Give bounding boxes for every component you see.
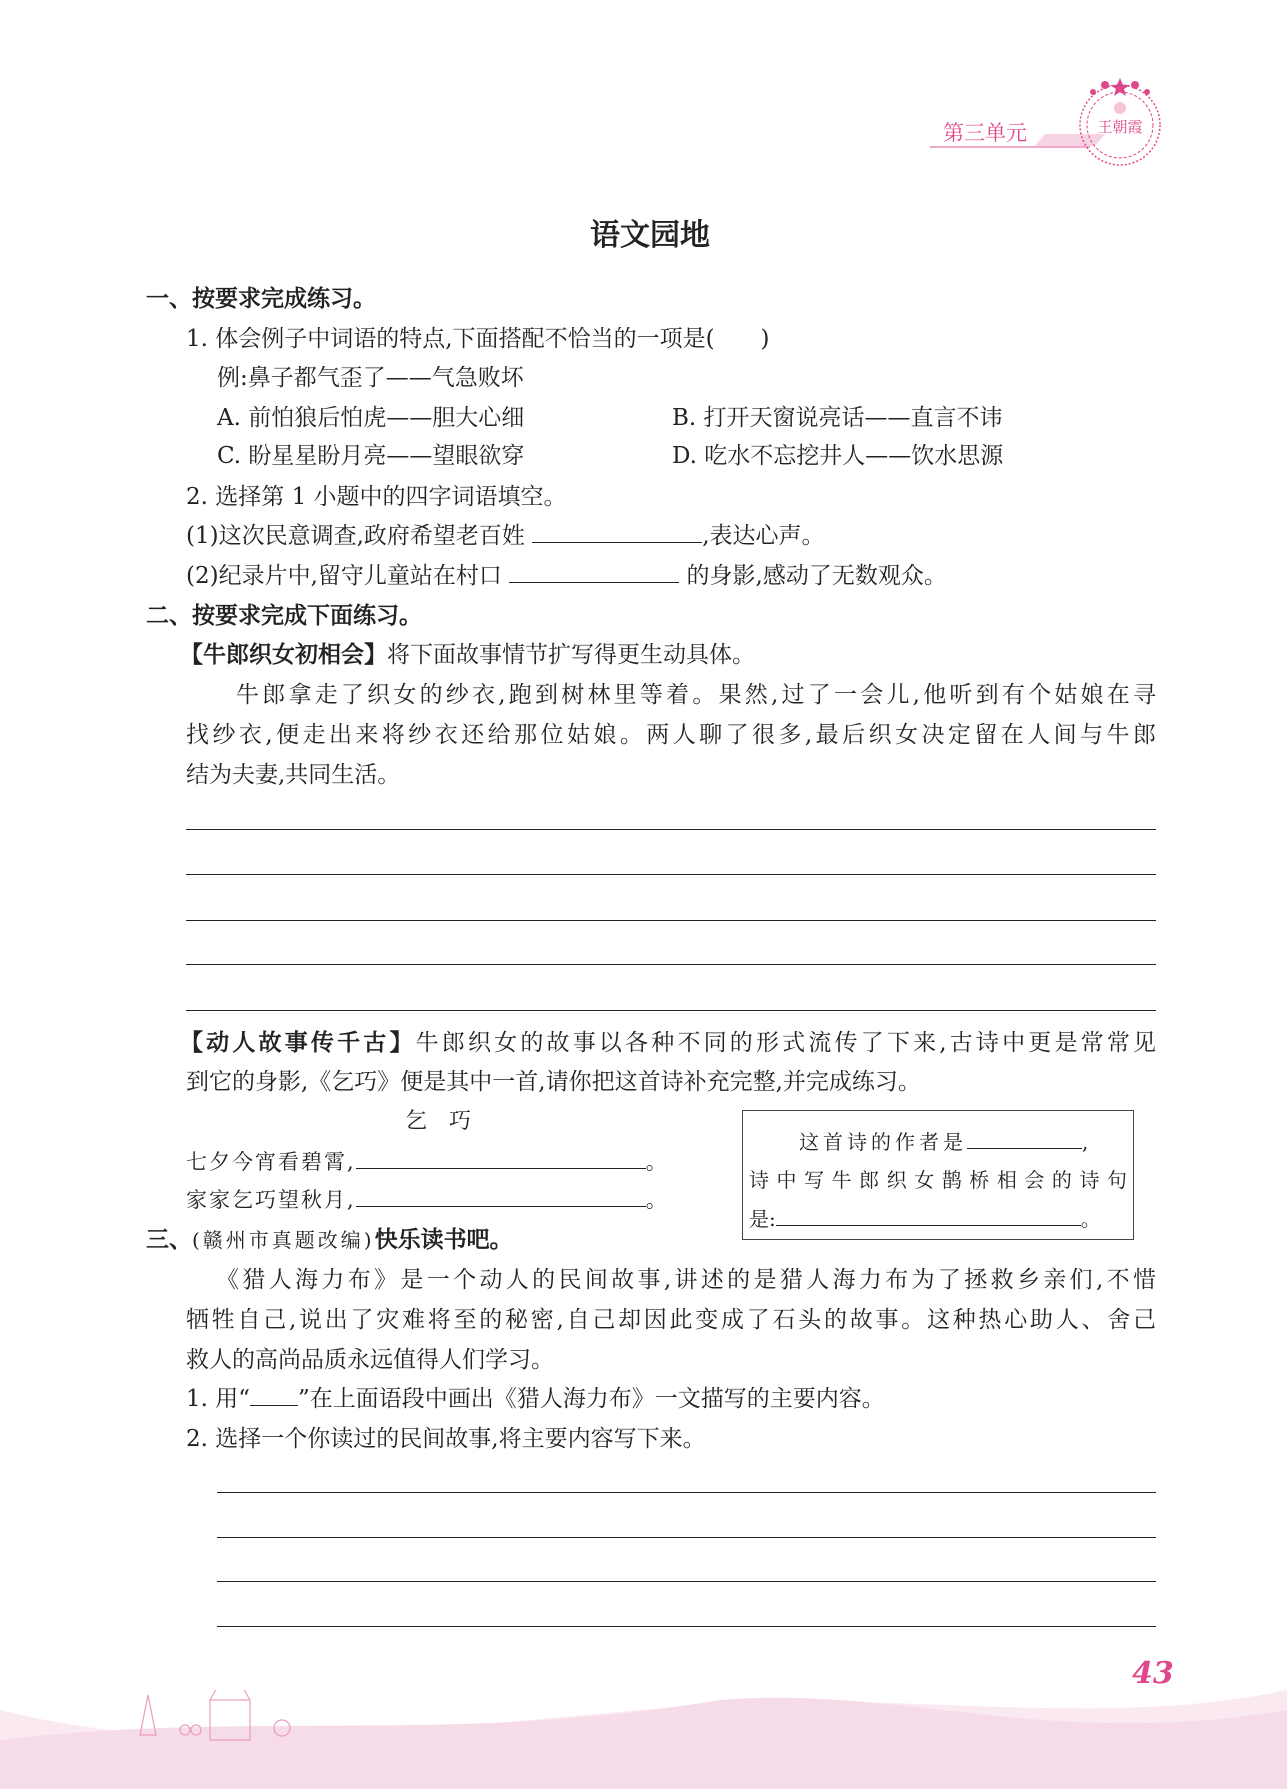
- prompt-1-tag: 【牛郎织女初相会】: [180, 642, 387, 668]
- option-a: A. 前怕狼后怕虎——胆大心细: [217, 405, 525, 431]
- poem-text: 七夕今宵看碧霄,: [186, 1150, 356, 1174]
- prompt-2-text: 牛郎织女的故事以各种不同的形式流传了下来,古诗中更是常常见: [415, 1030, 1157, 1056]
- writing-line[interactable]: [186, 874, 1156, 875]
- page-number: 43: [1132, 1656, 1174, 1691]
- question-3-1: [186, 1384, 885, 1414]
- answer-blank[interactable]: [532, 522, 702, 543]
- example: 例:鼻子都气歪了——气急败坏: [217, 365, 524, 391]
- poem-title: 乞 巧: [405, 1109, 472, 1134]
- svg-text:王朝霞: 王朝霞: [1097, 118, 1143, 136]
- verse-blank[interactable]: [776, 1205, 1081, 1226]
- section-1-heading: 一、按要求完成练习。: [146, 286, 376, 312]
- section-3-heading: [146, 1225, 513, 1255]
- writing-line[interactable]: [186, 964, 1156, 965]
- author-text: 这首诗的作者是: [799, 1130, 967, 1154]
- writing-line[interactable]: [217, 1581, 1156, 1582]
- writing-line[interactable]: [217, 1626, 1156, 1627]
- period: 。: [1080, 1207, 1101, 1231]
- period: 。: [645, 1188, 669, 1212]
- question-3-2: 2. 选择一个你读过的民间故事,将主要内容写下来。: [186, 1426, 706, 1452]
- underline-sample: [250, 1385, 298, 1406]
- question-2: 2. 选择第 1 小题中的四字词语填空。: [186, 484, 567, 510]
- question-2-1: [186, 521, 825, 551]
- q2-2-text: (2)纪录片中,留守儿童站在村口: [186, 563, 510, 589]
- writing-line[interactable]: [186, 1010, 1156, 1011]
- q3-1-text: 1. 用“: [186, 1386, 251, 1412]
- option-b: B. 打开天窗说亮话——直言不讳: [672, 405, 1003, 431]
- q2-1-text: (1)这次民意调查,政府希望老百姓: [186, 523, 533, 549]
- verse-question: 诗中写牛郎织女鹊桥相会的诗句: [749, 1168, 1127, 1192]
- heading-number: 三、: [146, 1227, 192, 1253]
- poem-blank[interactable]: [356, 1148, 646, 1169]
- reading-line: 救人的高尚品质永远值得人们学习。: [186, 1347, 554, 1373]
- writing-line[interactable]: [217, 1537, 1156, 1538]
- story-line: 找纱衣,便走出来将纱衣还给那位姑娘。两人聊了很多,最后织女决定留在人间与牛郎: [186, 722, 1156, 748]
- prompt-2-line-2: 到它的身影,《乞巧》便是其中一首,请你把这首诗补充完整,并完成练习。: [186, 1069, 921, 1095]
- unit-label: 第三单元: [943, 121, 1027, 145]
- question-1: 1. 体会例子中词语的特点,下面搭配不恰当的一项是( ): [186, 326, 770, 352]
- writing-line[interactable]: [217, 1492, 1156, 1493]
- prompt-1-text: 将下面故事情节扩写得更生动具体。: [387, 642, 755, 668]
- option-c: C. 盼星星盼月亮——望眼欲穿: [217, 443, 525, 469]
- prompt-2-tag: 【动人故事传千古】: [180, 1030, 416, 1056]
- section-2-heading: 二、按要求完成下面练习。: [146, 603, 422, 629]
- question-box: [742, 1110, 1134, 1240]
- q3-1-text-end: ”在上面语段中画出《猎人海力布》一文描写的主要内容。: [298, 1386, 885, 1412]
- publisher-logo: [1070, 70, 1170, 170]
- writing-line[interactable]: [186, 829, 1156, 830]
- story-line: 牛郎拿走了织女的纱衣,跑到树林里等着。果然,过了一会儿,他听到有个姑娘在寻: [236, 682, 1156, 708]
- author-question: [799, 1127, 1092, 1157]
- q2-2-text-end: 的身影,感动了无数观众。: [679, 563, 947, 589]
- q2-1-text-end: ,表达心声。: [702, 523, 825, 549]
- period: 。: [645, 1150, 669, 1174]
- page-title: 语文园地: [590, 218, 710, 253]
- answer-blank[interactable]: [509, 562, 679, 583]
- heading-title: 快乐读书吧。: [374, 1227, 513, 1253]
- question-2-2: [186, 561, 947, 591]
- poem-text: 家家乞巧望秋月,: [186, 1188, 356, 1212]
- writing-line[interactable]: [186, 920, 1156, 921]
- poem-line-2: [186, 1185, 669, 1215]
- verse-label: 是:: [749, 1207, 776, 1231]
- author-blank[interactable]: [967, 1128, 1082, 1149]
- poem-line-1: [186, 1147, 669, 1177]
- story-line: 结为夫妻,共同生活。: [186, 762, 401, 788]
- reading-line: 牺牲自己,说出了灾难将至的秘密,自己却因此变成了石头的故事。这种热心助人、舍己: [186, 1307, 1156, 1333]
- reading-line: 《猎人海力布》是一个动人的民间故事,讲述的是猎人海力布为了拯救乡亲们,不惜: [216, 1267, 1156, 1293]
- comma: ,: [1082, 1130, 1093, 1154]
- option-d: D. 吃水不忘挖井人——饮水思源: [672, 443, 1004, 469]
- poem-blank[interactable]: [356, 1186, 646, 1207]
- prompt-1: [180, 640, 755, 670]
- verse-answer: [749, 1204, 1101, 1234]
- footer-decoration: [0, 1690, 1287, 1789]
- prompt-2: [180, 1028, 1156, 1058]
- header-underline: [930, 146, 1090, 148]
- heading-source: (赣州市真题改编): [192, 1228, 375, 1252]
